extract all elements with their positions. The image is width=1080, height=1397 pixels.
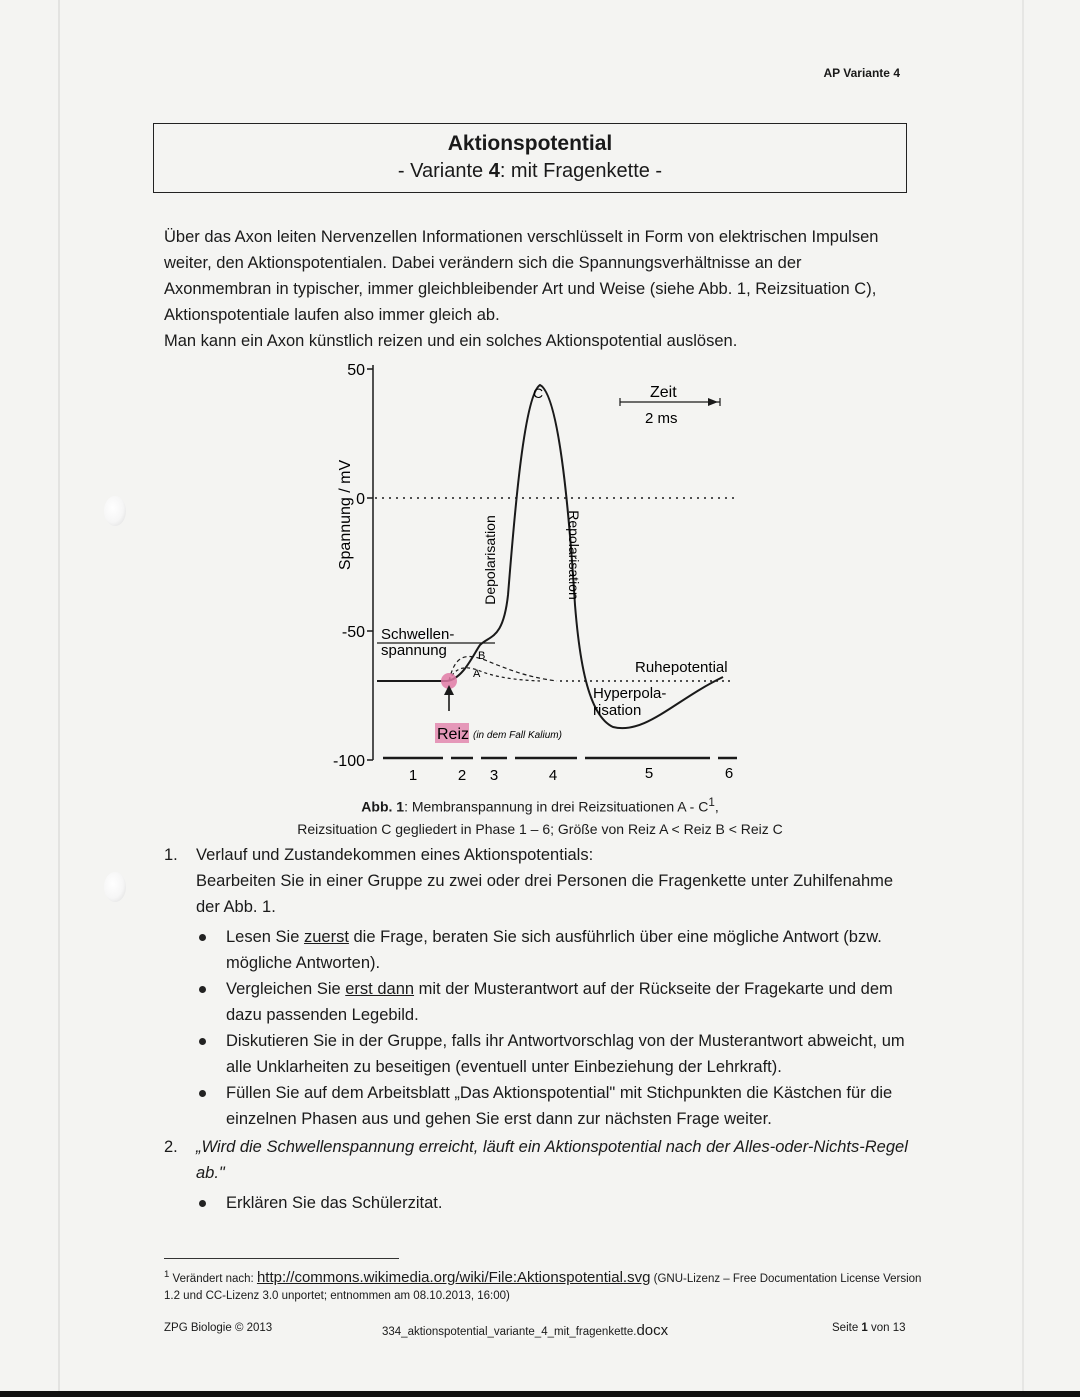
y-tick-label-50: 50: [347, 362, 365, 379]
rest-potential-label: Ruhepotential: [635, 659, 728, 676]
phase-label-3: 3: [489, 767, 499, 784]
task-2-bullets: [196, 1190, 909, 1216]
figure-caption: [150, 792, 930, 840]
time-value: 2 ms: [645, 410, 678, 427]
subtitle-suffix: : mit Fragenkette -: [499, 160, 663, 182]
title-box: [153, 123, 907, 193]
task-1-instruction: Bearbeiten Sie in einer Gruppe zu zwei oder drei Personen die Fragenkette unter Zuhilfenahme der Abb. 1.: [196, 872, 894, 916]
hyperpolarisation-label-line1: Hyperpola-: [593, 685, 667, 702]
subtitle-prefix: - Variante: [397, 160, 489, 182]
phase-label-5: 5: [644, 765, 654, 782]
page-edge-left: [58, 0, 60, 1397]
task-1-bullet-2: [196, 976, 909, 1028]
intro-paragraph-1: Über das Axon leiten Nervenzellen Informationen verschlüsselt in Form von elektrischen Impulsen weiter, den Aktionspotentialen. Dabei verändern sich die Spannungsverhältnisse an der Axonmembran in typischer, immer gleichbleibender Art und Weise (siehe Abb. 1, Reizsituation C), Aktionspotentiale laufen also immer gleich ab.: [164, 228, 879, 324]
stimulus-note: (in dem Fall Kalium): [473, 730, 562, 741]
footnote-prefix: Verändert nach:: [172, 1272, 257, 1285]
phase-label-2: 2: [457, 767, 467, 784]
subtitle-number: 4: [488, 160, 500, 182]
punch-hole-top: [104, 496, 126, 526]
caption-line-2: Reizsituation C gegliedert in Phase 1 – 6; Größe von Reiz A < Reiz B < Reiz C: [297, 820, 783, 837]
phase-label-1: 1: [408, 767, 418, 784]
footer-page-total: von 13: [867, 1322, 906, 1334]
curve-c: [377, 385, 723, 728]
action-potential-diagram: [325, 355, 755, 790]
caption-line-1: [150, 792, 930, 818]
action-potential-figure: [325, 355, 755, 790]
bullet-2-text-b: mit der Musterantwort auf der Rückseite der Fragekarte und dem dazu passenden Legebild.: [226, 980, 893, 1024]
task-list: [164, 842, 909, 1216]
bullet-dot: [199, 1090, 206, 1097]
peak-label: C: [533, 385, 544, 401]
task-2: [164, 1134, 909, 1216]
label-a: A: [473, 668, 481, 680]
intro-text: [164, 224, 909, 354]
task-2-bullet-1-text: Erklären Sie das Schülerzitat.: [226, 1194, 443, 1212]
y-tick-label-0: 0: [356, 491, 365, 508]
task-1-number: 1.: [164, 846, 178, 864]
bullet-dot: [199, 986, 206, 993]
caption-figure-number: Abb. 1: [361, 798, 405, 815]
footer-filename: [382, 1322, 668, 1339]
threshold-label-line1: Schwellen-: [381, 626, 455, 643]
document-title: Aktionspotential: [447, 132, 613, 155]
task-1-bullet-1: [196, 924, 909, 976]
footer-page-current: 1: [861, 1322, 868, 1334]
footer-filename-base: 334_aktionspotential_variante_4_mit_fragenkette.: [382, 1326, 637, 1338]
task-1-bullet-4: [196, 1080, 909, 1132]
bullet-dot: [199, 1200, 206, 1207]
repolarisation-label: Repolarisation: [566, 510, 582, 600]
bullet-1-underlined: zuerst: [303, 928, 349, 946]
threshold-label-line2: spannung: [381, 642, 447, 659]
y-tick-label-minus50: -50: [341, 624, 365, 641]
task-2-quote: „Wird die Schwellenspannung erreicht, läuft ein Aktionspotential nach der Alles-oder-Nichts-Regel ab.": [196, 1138, 908, 1182]
caption-line-1-text: : Membranspannung in drei Reizsituationen A - C: [404, 798, 709, 815]
task-1-bullet-3: [196, 1028, 909, 1080]
bullet-3-text: Diskutieren Sie in der Gruppe, falls ihr Antwortvorschlag von der Musterantwort abweicht, um alle Unklarheiten zu beseitigen (eventuell unter Einbeziehung der Lehrkraft).: [226, 1032, 905, 1076]
footnote: [164, 1266, 924, 1305]
stimulus-label: Reiz: [437, 726, 470, 743]
hyperpolarisation-label-line2: risation: [593, 702, 642, 719]
footer-filename-ext: docx: [636, 1322, 669, 1339]
footnote-link[interactable]: http://commons.wikimedia.org/wiki/File:Aktionspotential.svg: [256, 1268, 651, 1286]
footer-page-prefix: Seite: [832, 1322, 862, 1334]
caption-line-1-end: ,: [714, 798, 719, 815]
phase-label-6: 6: [724, 765, 734, 782]
footnote-suffix: (GNU-Lizenz – Free Documentation License Version 1.2 und CC-Lizenz 3.0 unportet; entnommen am 08.10.2013, 16:00): [164, 1272, 922, 1302]
punch-hole-bottom: [104, 872, 126, 902]
footer-copyright: ZPG Biologie © 2013: [164, 1322, 273, 1334]
bullet-4-text: Füllen Sie auf dem Arbeitsblatt „Das Aktionspotential" mit Stichpunkten die Kästchen für die einzelnen Phasen aus und gehen Sie erst dann zur nächsten Frage weiter.: [226, 1084, 893, 1128]
task-1: [164, 842, 909, 1132]
phase-label-4: 4: [548, 767, 558, 784]
bullet-dot: [199, 1038, 206, 1045]
footer-page-number: [832, 1322, 906, 1334]
caption-footnote-ref: 1: [708, 796, 715, 809]
bullet-2-underlined: erst dann: [345, 980, 415, 998]
document-subtitle: [154, 160, 906, 183]
bullet-1-text-a: Lesen Sie: [226, 928, 304, 946]
footnote-number: 1: [164, 1269, 170, 1280]
task-1-title: Verlauf und Zustandekommen eines Aktionspotentials:: [196, 846, 594, 864]
time-scale-arrowhead: [708, 398, 718, 406]
bullet-dot: [199, 934, 206, 941]
depolarisation-label: Depolarisation: [482, 515, 498, 605]
intro-paragraph-2: Man kann ein Axon künstlich reizen und ein solches Aktionspotential auslösen.: [164, 332, 738, 350]
footnote-rule: [164, 1258, 399, 1259]
bullet-1-text-b: die Frage, beraten Sie sich ausführlich über eine mögliche Antwort (bzw. mögliche Antworten).: [226, 928, 882, 972]
scan-bottom-edge: [0, 1391, 1080, 1397]
task-2-bullet-1: [196, 1190, 909, 1216]
task-2-number: 2.: [164, 1138, 178, 1156]
label-b: B: [478, 650, 486, 662]
page-edge-right: [1022, 0, 1024, 1397]
bullet-2-text-a: Vergleichen Sie: [226, 980, 346, 998]
task-1-bullets: [196, 924, 909, 1132]
y-tick-label-minus100: -100: [332, 753, 365, 770]
y-axis-label: Spannung / mV: [337, 459, 354, 571]
time-label: Zeit: [650, 384, 677, 401]
header-variant-label: AP Variante 4: [823, 66, 900, 80]
